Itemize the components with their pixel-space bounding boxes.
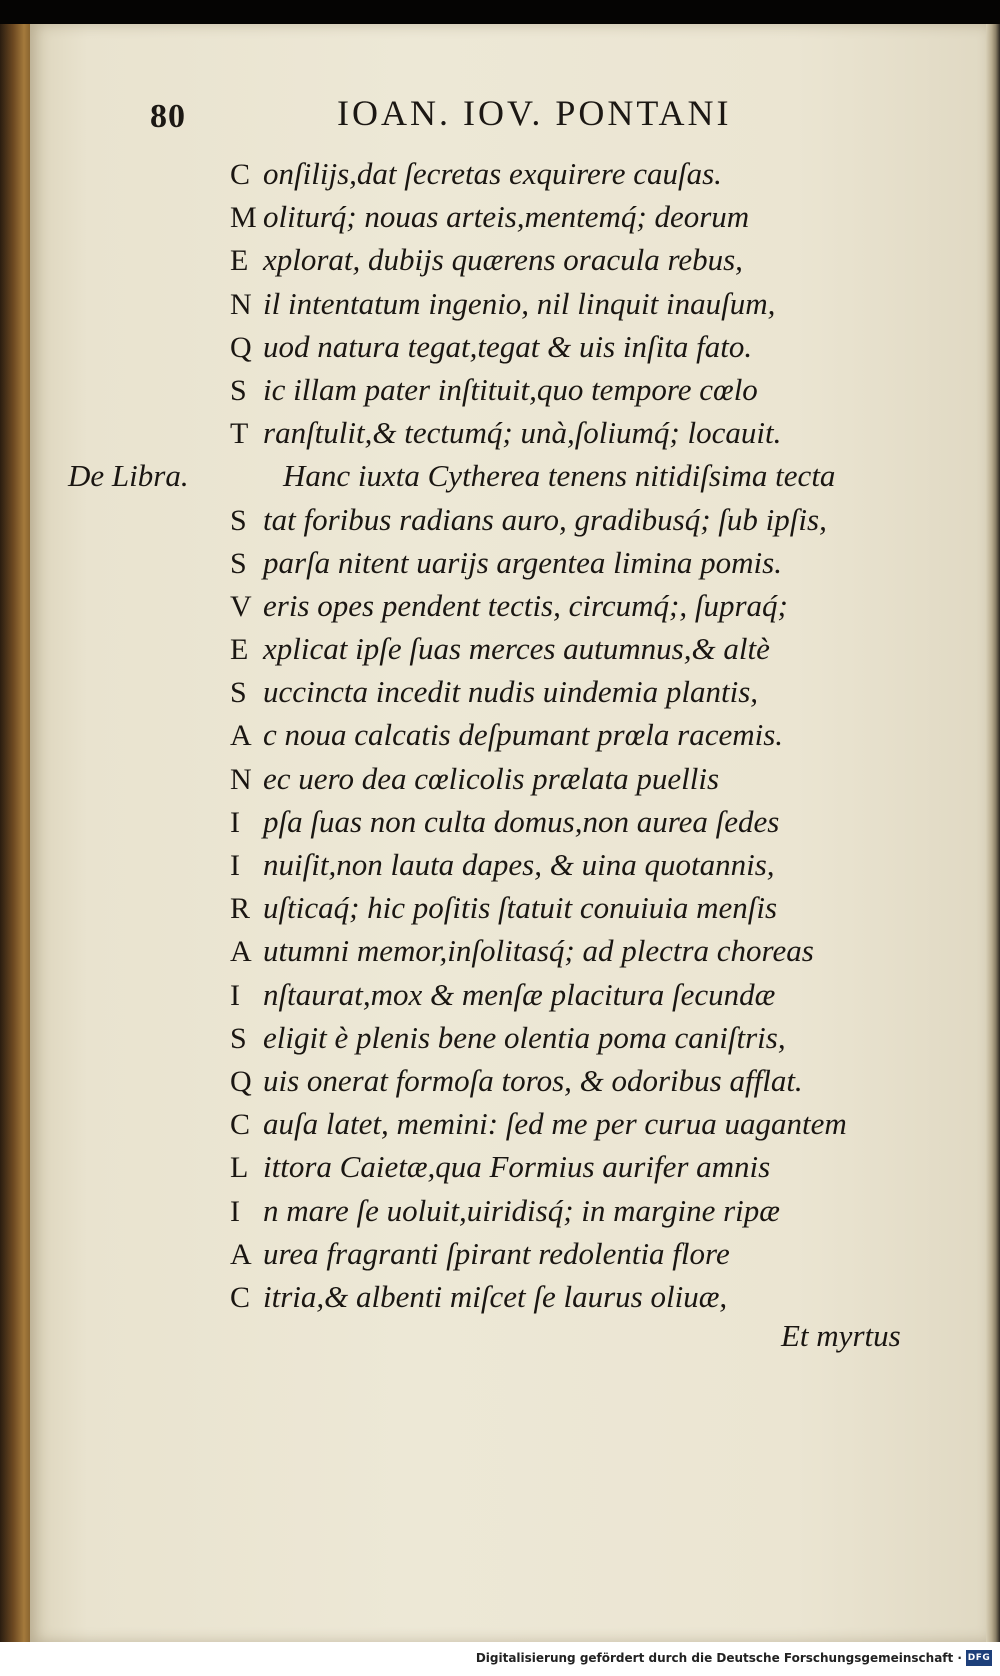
verse-line [230,627,930,670]
catchword: Et myrtus [781,1318,901,1353]
verse-text: tat foribus radians auro, gradibusq́; ſub ipſis, [263,501,827,537]
verse-line [230,1275,930,1318]
verse-initial: A [230,1237,252,1271]
dfg-logo: DFG [966,1650,992,1666]
page-edge [986,24,1000,1642]
verse-line [230,1016,930,1059]
verse-initial: A [230,935,252,969]
funding-credit: Digitalisierung gefördert durch die Deutsche Forschungsgemeinschaft · [475,1651,962,1665]
verse-line [230,498,930,541]
verse-initial: Q [230,330,252,364]
verse-text: parſa nitent uarijs argentea limina pomis. [263,544,782,580]
verse-initial: I [230,805,240,839]
verse-text: onſilijs,dat ſecretas exquirere cauſas. [263,156,722,191]
verse-line [230,1232,930,1275]
verse-initial: S [230,503,247,537]
verse-line [230,670,930,713]
margin-note [68,454,189,497]
verse-line [230,1145,930,1188]
footer-bar [0,1642,1000,1676]
verse-line [230,713,930,756]
verse-initial: R [230,892,251,926]
verse-text: c noua calcatis deſpumant prœla racemis. [263,717,784,753]
verse-text: ic illam pater inſtituit,quo tempore cœlo [263,371,758,407]
verse-text: ranſtulit,& tectumq́; unà,ſoliumq́; locauit. [263,415,782,451]
verse-line [230,238,930,281]
verse-text: uccincta incedit nudis uindemia plantis, [263,674,759,710]
verse-text: utumni memor,inſolitasq́; ad plectra choreas [263,933,814,969]
verse-line [230,1189,930,1232]
verse-text: nſtaurat,mox & menſæ placitura ſecundæ [263,976,776,1012]
verse-text: nuiſit,non lauta dapes, & uina quotannis, [263,847,775,882]
verse-line [230,800,930,843]
verse-line [230,886,930,929]
verse-initial: T [230,417,249,451]
verse-line [68,454,930,497]
verse-line [230,1059,930,1102]
verse-line [230,325,930,368]
verse-line [230,541,930,584]
verse-line [230,1102,930,1145]
verse-initial: I [230,978,240,1012]
verse-text: uod natura tegat,tegat & uis inſita fato. [263,328,753,364]
running-head: IOAN. IOV. PONTANI [337,93,732,133]
verse-initial: I [230,1194,240,1228]
verse-text: urea fragranti ſpirant redolentia flore [263,1235,730,1271]
verse-line [230,757,930,800]
book-spine [0,24,30,1642]
page-number: 80 [150,98,186,135]
page-header [150,92,910,144]
verse-text: n mare ſe uoluit,uiridisq́; in margine ripæ [263,1192,780,1228]
verse-initial: A [230,719,252,753]
verse-initial: E [230,633,249,667]
verse-initial: V [230,589,252,623]
verse-line [230,368,930,411]
verse-initial: Q [230,1064,252,1098]
scan-top-border [0,0,1000,24]
verse-text: ec uero dea cœlicolis prælata puellis [263,760,720,796]
verse-text: eligit è plenis bene olentia poma caniſtris, [263,1019,786,1055]
verse-line [230,411,930,454]
verse-text: il intentatum ingenio, nil linquit inauſum, [263,285,776,321]
verse-initial: E [230,244,249,278]
verse-text: itria,& albenti miſcet ſe laurus oliuæ, [263,1278,728,1314]
verse-line [230,195,930,238]
verse-text: oliturq́; nouas arteis,mentemq́; deorum [263,199,750,235]
verse-initial: M [230,201,257,235]
verse-line [230,973,930,1016]
verse-line [230,152,930,195]
verse-initial: I [230,849,240,882]
verse-text: pſa ſuas non culta domus,non aurea ſedes [263,803,780,839]
verse-initial: S [230,676,247,710]
verse-initial: S [230,1021,247,1055]
verse-line [230,282,930,325]
verse-initial: N [230,762,252,796]
verse-initial: S [230,546,247,580]
margin-note-second: Libra. [111,458,189,494]
verse-line [230,584,930,627]
verse-initial: C [230,1108,251,1142]
verse-text: auſa latet, memini: ſed me per curua uagantem [263,1106,847,1142]
verse-initial: S [230,373,247,407]
verse-text: xplicat ipſe ſuas merces autumnus,& altè [263,631,770,667]
verse-text: uſticaq́; hic poſitis ſtatuit conuiuia menſis [263,890,778,926]
verse-line [230,843,930,886]
verse-text: Hanc iuxta Cytherea tenens nitidiſsima tecta [283,458,836,494]
verse-block [68,152,930,1318]
verse-initial: C [230,1280,251,1314]
verse-text: xplorat, dubijs quærens oracula rebus, [263,242,743,278]
verse-text: eris opes pendent tectis, circumq́;, ſupraq́; [263,587,788,623]
verse-text: uis onerat formoſa toros, & odoribus afflat. [263,1062,803,1098]
margin-note-first: De [68,458,112,494]
verse-text: ittora Caietæ,qua Formius aurifer amnis [263,1149,771,1185]
verse-initial: C [230,158,251,191]
verse-initial: L [230,1151,249,1185]
verse-initial: N [230,287,252,321]
verse-line [230,929,930,972]
